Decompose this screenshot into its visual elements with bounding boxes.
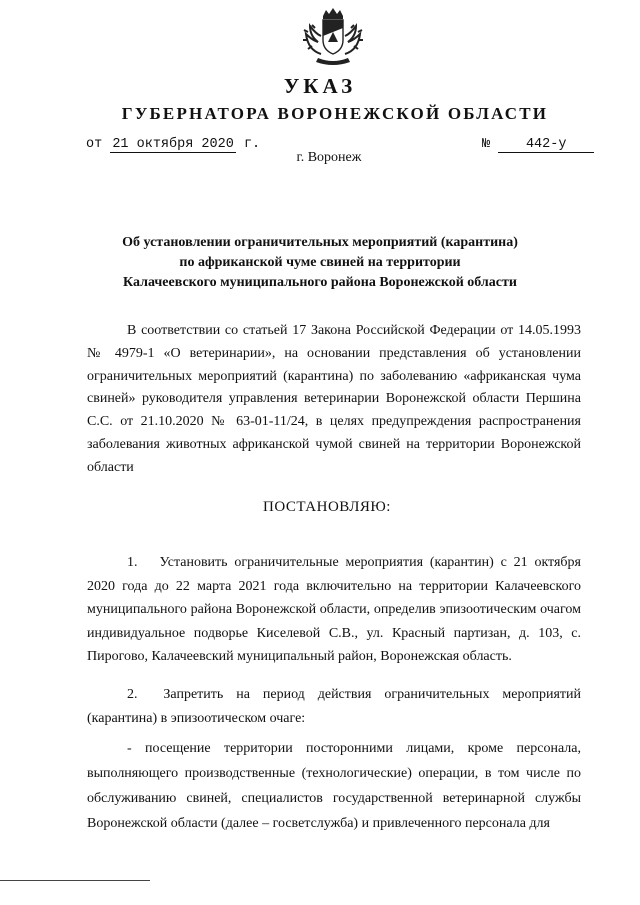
item-number: 1.	[127, 555, 138, 570]
date-value: 21 октября 2020	[112, 137, 234, 152]
item-text: Установить ограничительные мероприятия (карантин) с 21 октября 2020 года до 22 марта 2021 года включительно на территории Калачеевского муниципального района Воронежской области, определив эпизоотическим очагом индивидуальное подворье Киселевой С.В., ул. Красный партизан, д. 103, с. Пирогово, Калачеевский муниципальный район, Воронежская область.	[87, 555, 581, 664]
item-number: 2.	[127, 687, 138, 702]
preamble-paragraph: В соответствии со статьей 17 Закона Российской Федерации от 14.05.1993 № 4979-1 «О ветеринарии», на основании представления об установлении ограничительных мероприятий (карантина) по заболеванию «африканская чума свиней» руководителя управления ветеринарии Воронежской области Першина С.С. от 21.10.2020 № 63-01-11/24, в целях предупреждения распространения заболевания животных африканской чумой свиней на территории Воронежской области	[87, 323, 581, 475]
subject-line: Калачеевского муниципального района Воронежской области	[123, 275, 517, 290]
document-city: г. Воронеж	[296, 150, 362, 165]
decree-word: ПОСТАНОВЛЯЮ:	[263, 499, 391, 515]
coat-of-arms-emblem	[296, 6, 370, 68]
number-prefix: №	[482, 137, 491, 152]
document-subtitle: ГУБЕРНАТОРА ВОРОНЕЖСКОЙ ОБЛАСТИ	[121, 104, 549, 123]
date-suffix: г.	[243, 137, 261, 152]
item-2-subitem-paragraph: - посещение территории посторонними лицами, кроме персонала, выполняющего производственные (технологические) операции, в том числе по обслуживанию свиней, специалистов государственной ветеринарной службы Воронежской области (далее – госветслужба) и привлеченного персонала для	[87, 741, 581, 831]
item-2-paragraph	[87, 683, 581, 730]
item-text: Запретить на период действия ограничительных мероприятий (карантина) в эпизоотическом очаге:	[87, 687, 582, 726]
subject-line: Об установлении ограничительных мероприятий (карантина)	[122, 235, 518, 250]
date-prefix: от	[86, 137, 103, 152]
subject-line: по африканской чуме свиней на территории	[179, 255, 461, 270]
footnote-divider	[0, 880, 150, 881]
document-subject	[60, 233, 580, 293]
document-title: УКАЗ	[283, 74, 357, 98]
number-value: 442-у	[498, 137, 594, 153]
item-1-paragraph	[87, 551, 581, 669]
